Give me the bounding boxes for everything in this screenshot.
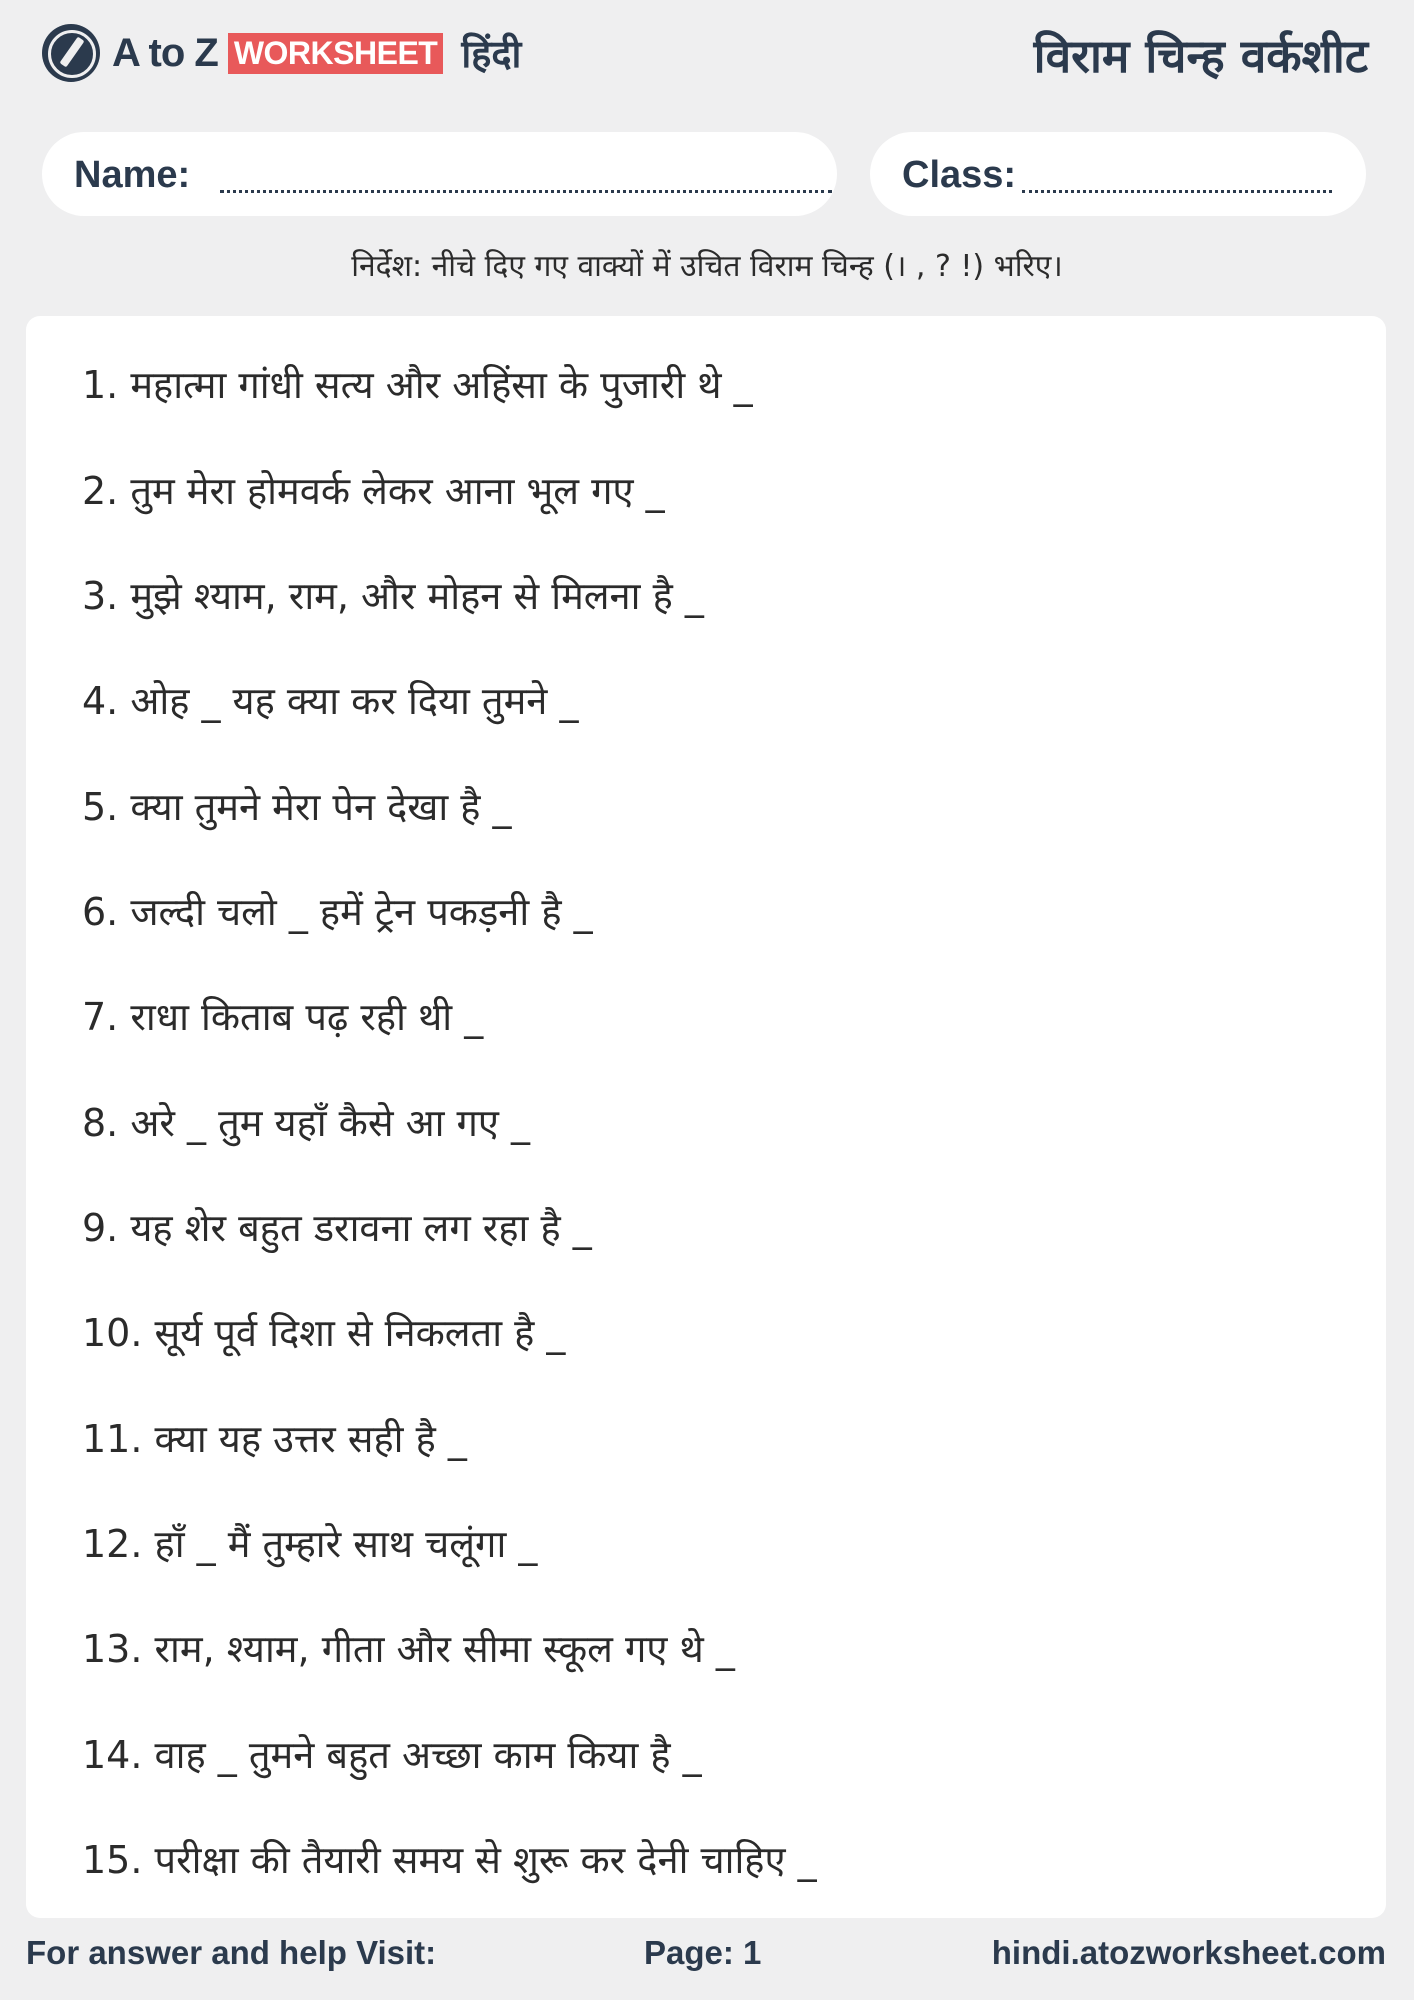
- question-item: 3. मुझे श्याम, राम, और मोहन से मिलना है _: [82, 574, 704, 618]
- question-item: 2. तुम मेरा होमवर्क लेकर आना भूल गए _: [82, 469, 665, 513]
- question-item: 10. सूर्य पूर्व दिशा से निकलता है _: [82, 1311, 566, 1355]
- class-field[interactable]: [870, 132, 1366, 216]
- page-number: Page: 1: [644, 1934, 762, 1971]
- question-item: 9. यह शेर बहुत डरावना लग रहा है _: [82, 1206, 592, 1250]
- class-label: Class:: [902, 154, 1017, 196]
- question-item: 15. परीक्षा की तैयारी समय से शुरू कर देनी चाहिए _: [82, 1838, 817, 1882]
- question-item: 7. राधा किताब पढ़ रही थी _: [82, 995, 484, 1039]
- question-item: 4. ओह _ यह क्या कर दिया तुमने _: [82, 679, 579, 723]
- footer-help-text: For answer and help Visit:: [26, 1934, 437, 1971]
- page-title: विराम चिन्ह वर्कशीट: [1033, 29, 1368, 83]
- question-item: 13. राम, श्याम, गीता और सीमा स्कूल गए थे _: [82, 1627, 735, 1671]
- class-dotted-line[interactable]: [1022, 190, 1332, 193]
- logo-language-text: हिंदी: [461, 32, 522, 76]
- website-link[interactable]: hindi.atozworksheet.com: [991, 1934, 1386, 1971]
- question-item: 6. जल्दी चलो _ हमें ट्रेन पकड़नी है _: [82, 890, 593, 934]
- logo-highlight-text: WORKSHEET: [228, 33, 444, 74]
- question-item: 5. क्या तुमने मेरा पेन देखा है _: [82, 785, 512, 829]
- question-item: 11. क्या यह उत्तर सही है _: [82, 1417, 467, 1461]
- question-item: 1. महात्मा गांधी सत्य और अहिंसा के पुजारी थे _: [82, 363, 753, 407]
- question-item: 8. अरे _ तुम यहाँ कैसे आ गए _: [82, 1101, 531, 1145]
- name-dotted-line[interactable]: [220, 190, 832, 193]
- name-label: Name:: [74, 154, 191, 196]
- footer: [26, 1934, 1386, 1980]
- pen-logo-icon: [42, 24, 100, 82]
- header: [42, 22, 1372, 84]
- instruction-text: निर्देश: नीचे दिए गए वाक्यों में उचित विराम चिन्ह (। , ? !) भरिए।: [351, 249, 1063, 284]
- logo-text: A to Z: [112, 30, 218, 75]
- site-logo[interactable]: [42, 22, 521, 84]
- questions-panel: [26, 316, 1386, 1918]
- name-field[interactable]: [42, 132, 837, 216]
- question-item: 12. हाँ _ मैं तुम्हारे साथ चलूंगा _: [82, 1522, 538, 1566]
- question-item: 14. वाह _ तुमने बहुत अच्छा काम किया है _: [82, 1733, 702, 1777]
